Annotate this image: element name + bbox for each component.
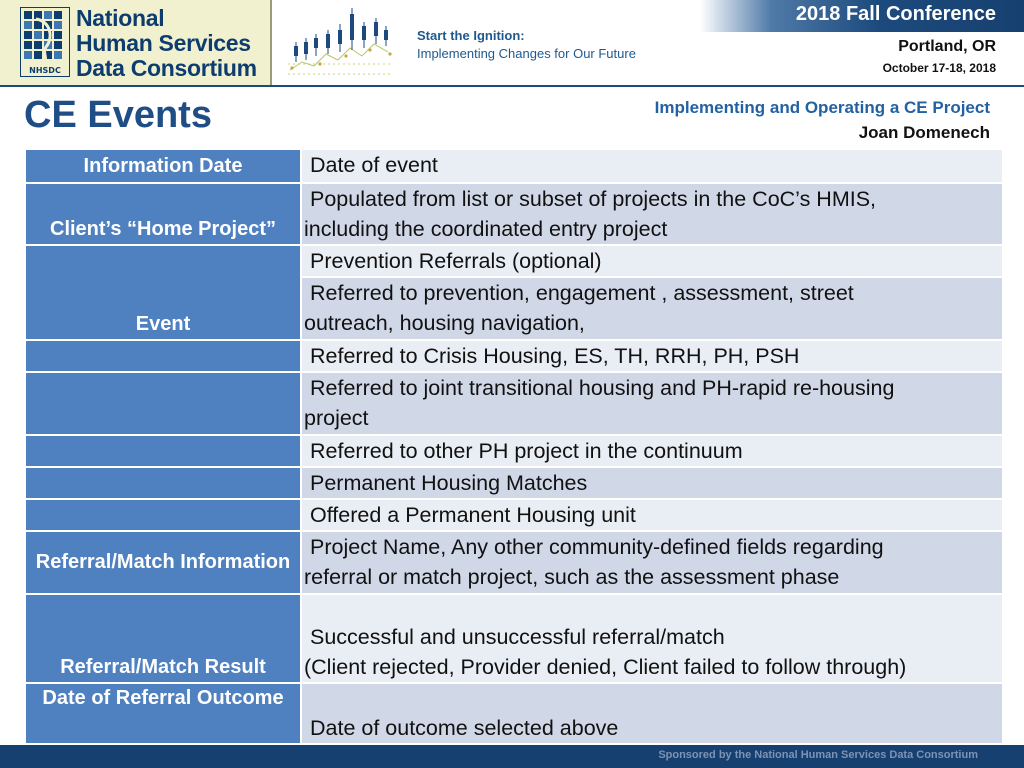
row-value-line: Permanent Housing Matches	[310, 471, 588, 495]
row-label: Referral/Match Result	[25, 594, 301, 683]
conference-title: 2018 Fall Conference	[795, 3, 996, 25]
row-value	[301, 499, 1003, 531]
sponsor-text: Sponsored by the National Human Services Data Consortium	[658, 749, 978, 761]
row-value-line: Project Name, Any other community-defined fields regarding	[310, 535, 884, 559]
table-row	[25, 183, 1003, 245]
row-label	[25, 499, 301, 531]
row-label	[25, 372, 301, 435]
row-value-line: Referred to Crisis Housing, ES, TH, RRH, PH, PSH	[310, 344, 800, 368]
nhsdc-logo	[0, 0, 272, 86]
row-value	[301, 531, 1003, 594]
row-value-line: including the coordinated entry project	[304, 217, 668, 241]
row-label: Date of Referral Outcome	[25, 683, 301, 744]
row-value	[301, 683, 1003, 744]
candlestick-chart-icon	[284, 4, 396, 82]
row-value-line: Populated from list or subset of projects in the CoC’s HMIS,	[310, 187, 877, 211]
conference-dates: October 17-18, 2018	[882, 61, 996, 75]
row-value	[301, 594, 1003, 683]
table-row	[25, 594, 1003, 683]
row-value-line: project	[304, 406, 369, 430]
row-label: Client’s “Home Project”	[25, 183, 301, 245]
row-value	[301, 435, 1003, 467]
row-value-line: outreach, housing navigation,	[304, 311, 585, 335]
row-label-event: Event	[25, 245, 301, 340]
row-value-line: Referred to other PH project in the continuum	[310, 439, 743, 463]
table-row	[25, 435, 1003, 467]
logo-mark-text: NHSDC	[29, 66, 61, 75]
row-value	[301, 183, 1003, 245]
slide-footer	[0, 745, 1024, 768]
conference-city: Portland, OR	[898, 38, 996, 55]
row-value-line: Referred to joint transitional housing and PH-rapid re-housing	[310, 376, 895, 400]
row-value	[301, 467, 1003, 499]
row-value-line: (Client rejected, Provider denied, Client failed to follow through)	[304, 655, 907, 679]
table-row	[25, 531, 1003, 594]
row-value-line: referral or match project, such as the assessment phase	[304, 565, 840, 589]
table-row	[25, 340, 1003, 372]
table-row	[25, 372, 1003, 435]
row-value	[301, 245, 1003, 277]
nhsdc-logo-mark-icon	[20, 7, 70, 77]
tagline-subheading: Implementing Changes for Our Future	[417, 46, 636, 61]
logo-line-2: Human Services	[76, 30, 251, 56]
header-divider	[0, 85, 1024, 87]
row-label	[25, 435, 301, 467]
row-label: Referral/Match Information	[25, 531, 301, 594]
row-value	[301, 372, 1003, 435]
slide-title: CE Events	[24, 94, 212, 136]
row-value-line: Date of event	[310, 153, 438, 177]
table-row	[25, 683, 1003, 744]
ce-events-table	[24, 148, 1004, 745]
row-value-line: Prevention Referrals (optional)	[310, 249, 602, 273]
session-title: Implementing and Operating a CE Project	[654, 98, 990, 117]
tagline-heading: Start the Ignition:	[417, 28, 525, 43]
logo-line-1: National	[76, 5, 165, 31]
row-label	[25, 467, 301, 499]
row-value	[301, 149, 1003, 183]
row-value-line: Referred to prevention, engagement , assessment, street	[310, 281, 854, 305]
table-row	[25, 245, 1003, 277]
row-label: Information Date	[25, 149, 301, 183]
row-value-line: Offered a Permanent Housing unit	[310, 503, 636, 527]
row-value-line: Date of outcome selected above	[310, 716, 619, 740]
row-value-line: Successful and unsuccessful referral/match	[310, 625, 725, 649]
conference-banner	[700, 0, 1024, 32]
presenter-name: Joan Domenech	[858, 123, 990, 142]
table-row	[25, 467, 1003, 499]
row-value	[301, 340, 1003, 372]
logo-line-3: Data Consortium	[76, 55, 257, 81]
table-row	[25, 499, 1003, 531]
row-value	[301, 277, 1003, 340]
slide-header	[0, 0, 1024, 86]
row-label	[25, 340, 301, 372]
table-row	[25, 149, 1003, 183]
